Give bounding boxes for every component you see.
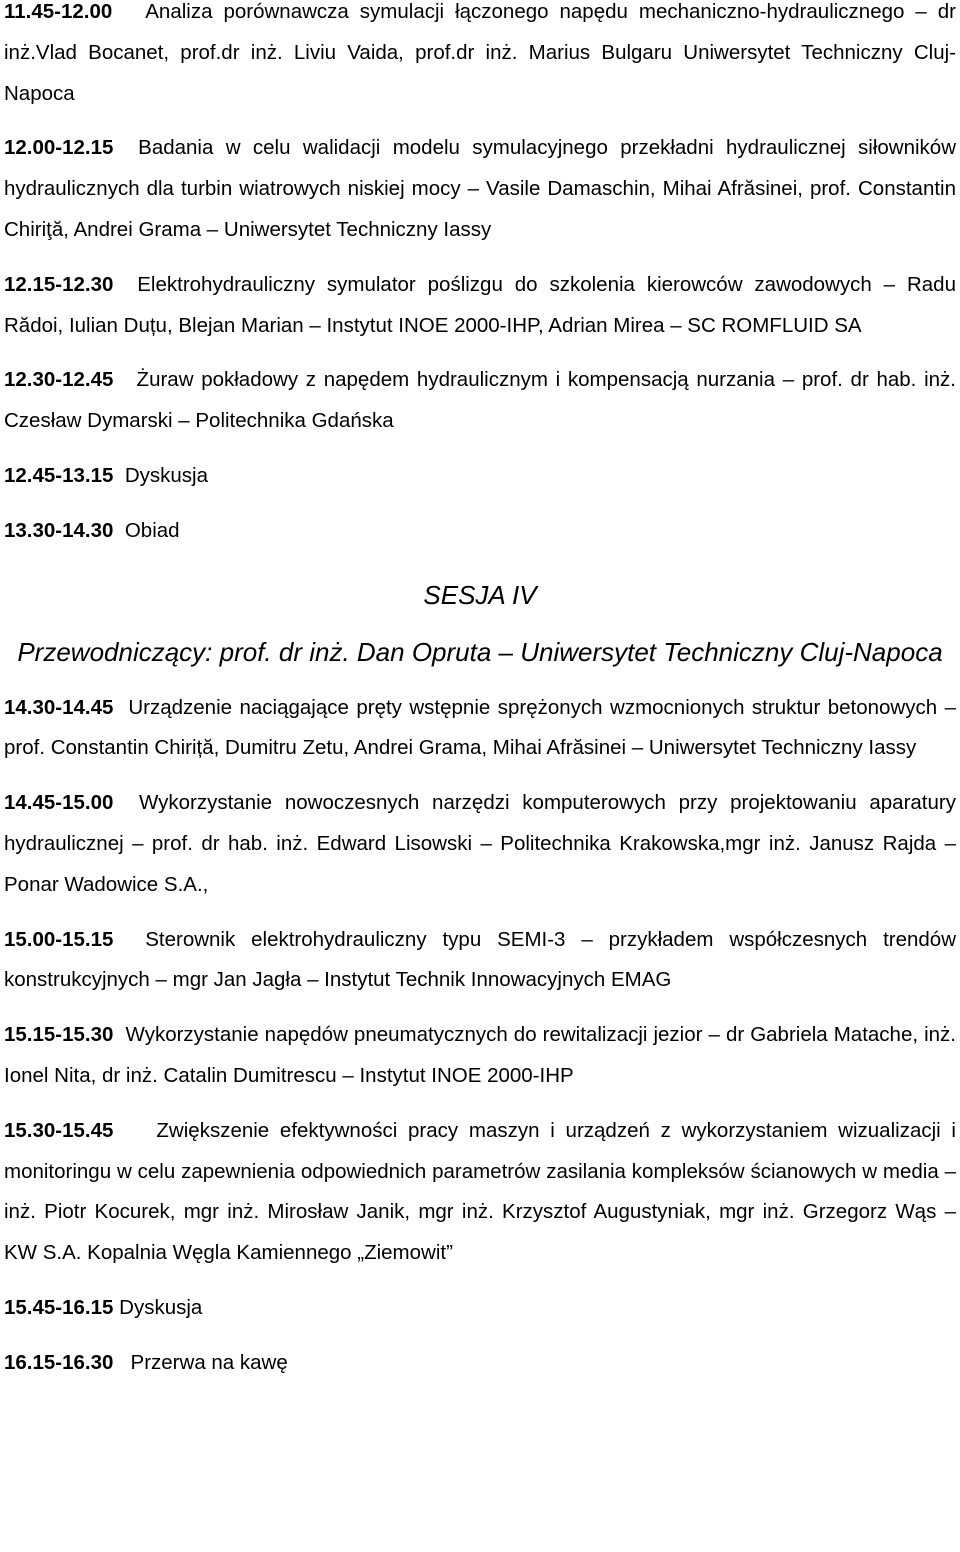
entry-time: 15.45-16.15	[4, 1295, 114, 1319]
entry-text: Obiad	[124, 518, 180, 542]
entry-time: 16.15-16.30	[4, 1350, 114, 1374]
agenda-entry	[4, 1288, 956, 1329]
entry-time: 15.00-15.15	[4, 927, 114, 951]
entry-text: Sterownik elektrohydrauliczny typu SEMI-3 – przykładem współczesnych trendów konstrukcyjnych – mgr Jan Jagła – Instytut Technik Innowacyjnych EMAG	[4, 927, 956, 992]
entry-time: 14.45-15.00	[4, 791, 114, 815]
session-heading: SESJA IV	[423, 579, 537, 610]
entry-text: Przerwa na kawę	[130, 1350, 288, 1374]
entry-time: 14.30-14.45	[4, 695, 114, 719]
entry-time: 15.30-15.45	[4, 1118, 114, 1142]
agenda-entry	[4, 783, 956, 905]
entry-text: Dyskusja	[124, 463, 209, 487]
entry-text: Wykorzystanie napędów pneumatycznych do rewitalizacji jezior – dr Gabriela Matache, inż. Ionel Nita, dr inż. Catalin Dumitrescu – Instytut INOE 2000-IHP	[4, 1023, 956, 1087]
entry-text: Żuraw pokładowy z napędem hydraulicznym i kompensacją nurzania – prof. dr hab. inż. Czesław Dymarski – Politechnika Gdańska	[4, 368, 956, 433]
entry-time: 12.00-12.15	[4, 136, 114, 160]
agenda-entry	[4, 1111, 956, 1274]
entry-text: Elektrohydrauliczny symulator poślizgu do szkolenia kierowców zawodowych – Radu Rădoi, Iulian Duțu, Blejan Marian – Instytut INOE 2000-IHP, Adrian Mirea – SC ROMFLUID SA	[4, 272, 956, 337]
session-chair: Przewodniczący: prof. dr inż. Dan Opruta – Uniwersytet Techniczny Cluj-Napoca	[17, 636, 943, 667]
agenda-entry	[4, 0, 956, 114]
agenda-entry	[4, 688, 956, 770]
entry-time: 11.45-12.00	[4, 0, 113, 23]
agenda-entry	[4, 456, 956, 497]
entry-text: Dyskusja	[119, 1295, 203, 1319]
entry-text: Badania w celu walidacji modelu symulacyjnego przekładni hydraulicznej siłowników hydraulicznych dla turbin wiatrowych niskiej mocy – Vasile Damaschin, Mihai Afrăsinei, prof. Constantin Chiriţă, Andrei Grama – Uniwersytet Techniczny Iassy	[4, 136, 956, 241]
entry-time: 12.45-13.15	[4, 463, 114, 487]
entry-text: Zwiększenie efektywności pracy maszyn i urządzeń z wykorzystaniem wizualizacji i monitoringu w celu zapewnienia odpowiednich parametrów zasilania kompleksów ścianowych w media – inż. Piotr Kocurek, mgr inż. Mirosław Janik, mgr inż. Krzysztof Augustyniak, mgr inż. Grzegorz Wąs – KW S.A. Kopalnia Węgla Kamiennego „Ziemowit”	[4, 1118, 956, 1265]
agenda-entry	[4, 920, 956, 1002]
entry-time: 15.15-15.30	[4, 1023, 114, 1047]
entry-time: 12.15-12.30	[4, 272, 114, 296]
agenda-entry	[4, 360, 956, 442]
agenda-entry	[4, 1015, 956, 1097]
agenda-entry	[4, 265, 956, 347]
agenda-entry	[4, 128, 956, 250]
entry-text: Analiza porównawcza symulacji łączonego napędu mechaniczno-hydraulicznego – dr inż.Vlad Bocanet, prof.dr inż. Liviu Vaida, prof.dr inż. Marius Bulgaru Uniwersytet Techniczny Cluj-Napoca	[4, 0, 956, 105]
agenda-entry	[4, 511, 956, 552]
entry-time: 13.30-14.30	[4, 518, 114, 542]
entry-text: Urządzenie naciągające pręty wstępnie sprężonych wzmocnionych struktur betonowych – prof. Constantin Chiriță, Dumitru Zetu, Andrei Grama, Mihai Afrăsinei – Uniwersytet Techniczny Iassy	[4, 695, 956, 760]
agenda-entry	[4, 1343, 956, 1384]
entry-time: 12.30-12.45	[4, 368, 114, 392]
entry-text: Wykorzystanie nowoczesnych narzędzi komputerowych przy projektowaniu aparatury hydraulicznej – prof. dr hab. inż. Edward Lisowski – Politechnika Krakowska,mgr inż. Janusz Rajda – Ponar Wadowice S.A.,	[4, 791, 956, 896]
